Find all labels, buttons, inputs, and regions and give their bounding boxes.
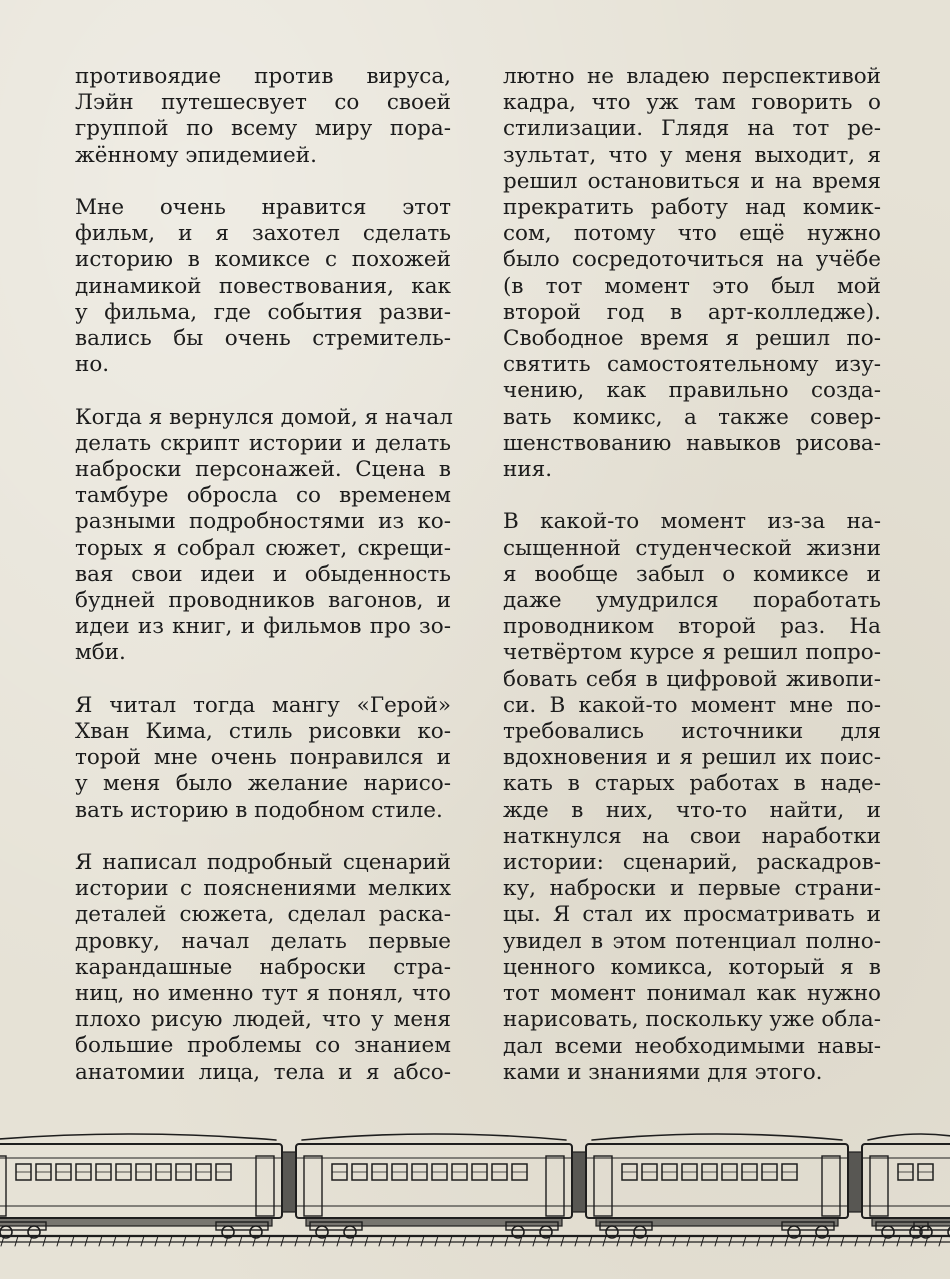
- text-line: торых я собрал сюжет, скрещи-: [75, 535, 451, 561]
- text-line: разными подробностями из ко-: [75, 509, 451, 535]
- text-line: противоядие против вируса,: [75, 64, 451, 89]
- rail-tie: [449, 1236, 452, 1246]
- text-line: ниц, но именно тут я понял, что: [75, 981, 451, 1007]
- rail-tie: [155, 1236, 158, 1246]
- rail-tie: [141, 1236, 144, 1246]
- car-body: [0, 1144, 282, 1218]
- rail-tie: [603, 1236, 606, 1246]
- rail-tie: [505, 1236, 508, 1246]
- rail-tie: [211, 1236, 214, 1246]
- text-line: кадра, что уж там говорить о: [503, 90, 881, 116]
- left-text-column: [75, 64, 451, 1086]
- text-line: Когда я вернулся домой, я начал: [75, 404, 453, 430]
- rail-tie: [827, 1236, 830, 1246]
- text-line: фильм, и я захотел сделать: [75, 221, 451, 247]
- text-line: бовать себя в цифровой живопи-: [503, 666, 881, 692]
- rail-tie: [743, 1236, 746, 1246]
- car-door: [594, 1156, 612, 1216]
- text-line: карандашные наброски стра-: [75, 954, 451, 980]
- train-illustration: [0, 1118, 950, 1268]
- right-paragraph: [503, 509, 881, 1085]
- rail-tie: [239, 1236, 242, 1246]
- text-line: второй год в арт-колледже).: [503, 299, 881, 325]
- text-line: даже умудрился поработать: [503, 588, 881, 614]
- rail-tie: [197, 1236, 200, 1246]
- text-line: наброски персонажей. Сцена в: [75, 457, 451, 483]
- text-line: вдохновения и я решил их поис-: [503, 745, 881, 771]
- text-line: группой по всему миру пора-: [75, 116, 451, 142]
- rail-tie: [183, 1236, 186, 1246]
- rail-tie: [687, 1236, 690, 1246]
- text-line: зультат, что у меня выходит, я: [503, 142, 881, 168]
- rail-tie: [589, 1236, 592, 1246]
- rail-tie: [309, 1236, 312, 1246]
- text-line: святить самостоятельному изу-: [503, 352, 881, 378]
- text-line: дровку, начал делать первые: [75, 928, 451, 954]
- rail-tie: [407, 1236, 410, 1246]
- text-line: вались бы очень стремитель-: [75, 326, 451, 352]
- text-line: Лэйн путешесвует со своей: [75, 90, 451, 116]
- text-line: В какой-то момент из-за на-: [503, 509, 881, 535]
- left-paragraph: [75, 64, 451, 169]
- text-line: динамикой повествования, как: [75, 273, 451, 299]
- text-line: вать историю в подобном стиле.: [75, 797, 443, 823]
- rail-tie: [127, 1236, 130, 1246]
- car-body: [296, 1144, 572, 1218]
- car-coupling: [282, 1152, 296, 1212]
- paragraph-gap: [75, 169, 451, 195]
- text-line: Хван Кима, стиль рисовки ко-: [75, 719, 451, 745]
- rail-tie: [99, 1236, 102, 1246]
- text-line: лютно не владею перспективой: [503, 64, 881, 89]
- rail-tie: [71, 1236, 74, 1246]
- rail-tie: [855, 1236, 858, 1246]
- rail-tie: [715, 1236, 718, 1246]
- rail-tie: [281, 1236, 284, 1246]
- car-door: [256, 1156, 274, 1216]
- rail-tie: [617, 1236, 620, 1246]
- rail-tie: [729, 1236, 732, 1246]
- paragraph-gap: [75, 667, 451, 693]
- rail-tie: [85, 1236, 88, 1246]
- rail-tie: [785, 1236, 788, 1246]
- text-line: у фильма, где события разви-: [75, 299, 451, 325]
- rail-tie: [365, 1236, 368, 1246]
- car-roof: [302, 1134, 566, 1140]
- rail-tie: [267, 1236, 270, 1246]
- text-line: будней проводников вагонов, и: [75, 588, 451, 614]
- text-line: Свободное время я решил по-: [503, 326, 881, 352]
- text-line: требовались источники для: [503, 719, 881, 745]
- text-line: анатомии лица, тела и я абсо-: [75, 1059, 451, 1085]
- text-line: я вообще забыл о комиксе и: [503, 561, 881, 587]
- rail-tie: [645, 1236, 648, 1246]
- text-line: кать в старых работах в наде-: [503, 771, 881, 797]
- rail-tie: [477, 1236, 480, 1246]
- paragraph-gap: [75, 378, 451, 404]
- rail-tie: [533, 1236, 536, 1246]
- text-line: чению, как правильно созда-: [503, 378, 881, 404]
- text-line: цы. Я стал их просматривать и: [503, 902, 881, 928]
- text-line: истории с пояснениями мелких: [75, 876, 451, 902]
- car-coupling: [572, 1152, 586, 1212]
- text-line: ку, наброски и первые страни-: [503, 876, 881, 902]
- rail-tie: [113, 1236, 116, 1246]
- car-roof: [868, 1134, 950, 1140]
- right-text-column: [503, 64, 881, 1086]
- rail-tie: [757, 1236, 760, 1246]
- rail-tie: [799, 1236, 802, 1246]
- rail-tie: [561, 1236, 564, 1246]
- text-line: шенствованию навыков рисова-: [503, 430, 881, 456]
- car-door: [822, 1156, 840, 1216]
- text-line: четвёртом курсе я решил попро-: [503, 640, 881, 666]
- rail-tie: [379, 1236, 382, 1246]
- rail-tie: [169, 1236, 172, 1246]
- text-line: но.: [75, 352, 110, 378]
- paragraph-gap: [503, 483, 881, 509]
- left-paragraph: [75, 405, 451, 667]
- text-line: наткнулся на свои наработки: [503, 823, 881, 849]
- rail-tie: [841, 1236, 844, 1246]
- text-line: проводником второй раз. На: [503, 614, 881, 640]
- text-line: ния.: [503, 457, 553, 483]
- text-line: жде в них, что-то найти, и: [503, 797, 881, 823]
- text-line: стилизации. Глядя на тот ре-: [503, 116, 881, 142]
- text-line: историю в комиксе с похожей: [75, 247, 451, 273]
- rail-tie: [701, 1236, 704, 1246]
- text-line: вать комикс, а также совер-: [503, 404, 881, 430]
- text-line: решил остановиться и на время: [503, 168, 881, 194]
- rail-tie: [43, 1236, 46, 1246]
- right-paragraph: [503, 64, 881, 483]
- text-line: деталей сюжета, сделал раска-: [75, 902, 451, 928]
- rail-tie: [939, 1236, 942, 1246]
- left-paragraph: [75, 693, 451, 824]
- text-line: нарисовать, поскольку уже обла-: [503, 1007, 882, 1033]
- text-line: вая свои идеи и обыденность: [75, 561, 451, 587]
- text-line: (в тот момент это был мой: [503, 273, 881, 299]
- car-door: [0, 1156, 6, 1216]
- text-line: Я читал тогда мангу «Герой»: [75, 692, 451, 718]
- text-line: идеи из книг, и фильмов про зо-: [75, 614, 451, 640]
- car-body: [586, 1144, 848, 1218]
- car-door: [546, 1156, 564, 1216]
- text-line: мби.: [75, 640, 126, 666]
- paragraph-gap: [75, 824, 451, 850]
- text-line: плохо рисую людей, что у меня: [75, 1007, 451, 1033]
- text-line: увидел в этом потенциал полно-: [503, 928, 881, 954]
- rail-tie: [897, 1236, 900, 1246]
- text-line: тот момент понимал как нужно: [503, 981, 881, 1007]
- rail-tie: [435, 1236, 438, 1246]
- text-line: тамбуре обросла со временем: [75, 483, 451, 509]
- rail-tie: [491, 1236, 494, 1246]
- text-line: сом, потому что ещё нужно: [503, 221, 881, 247]
- rail-tie: [337, 1236, 340, 1246]
- rail-tie: [673, 1236, 676, 1246]
- text-line: истории: сценарий, раскадров-: [503, 850, 881, 876]
- text-line: жённому эпидемией.: [75, 142, 317, 168]
- rail-tie: [631, 1236, 634, 1246]
- text-line: было сосредоточиться на учёбе: [503, 247, 881, 273]
- text-line: Я написал подробный сценарий: [75, 850, 451, 876]
- text-line: ками и знаниями для этого.: [503, 1059, 823, 1085]
- car-coupling: [848, 1152, 862, 1212]
- text-line: прекратить работу над комик-: [503, 195, 881, 221]
- rail-tie: [421, 1236, 424, 1246]
- text-line: торой мне очень понравился и: [75, 745, 451, 771]
- rail-tie: [463, 1236, 466, 1246]
- text-line: Мне очень нравится этот: [75, 195, 451, 220]
- rail-tie: [771, 1236, 774, 1246]
- rail-tie: [57, 1236, 60, 1246]
- text-line: дал всеми необходимыми навы-: [503, 1033, 881, 1059]
- left-paragraph: [75, 195, 451, 378]
- car-door: [870, 1156, 888, 1216]
- car-roof: [0, 1134, 276, 1140]
- car-roof: [592, 1134, 842, 1140]
- text-line: си. В какой-то момент мне по-: [503, 692, 881, 718]
- text-line: ценного комикса, который я в: [503, 954, 881, 980]
- car-door: [304, 1156, 322, 1216]
- rail-tie: [575, 1236, 578, 1246]
- rail-tie: [295, 1236, 298, 1246]
- rail-tie: [15, 1236, 18, 1246]
- rail-tie: [869, 1236, 872, 1246]
- text-line: сыщенной студенческой жизни: [503, 535, 881, 561]
- text-line: у меня было желание нарисо-: [75, 771, 451, 797]
- text-line: большие проблемы со знанием: [75, 1033, 451, 1059]
- left-paragraph: [75, 850, 451, 1086]
- text-line: делать скрипт истории и делать: [75, 430, 451, 456]
- rail-tie: [813, 1236, 816, 1246]
- car-body: [862, 1144, 950, 1218]
- rail-tie: [659, 1236, 662, 1246]
- rail-tie: [393, 1236, 396, 1246]
